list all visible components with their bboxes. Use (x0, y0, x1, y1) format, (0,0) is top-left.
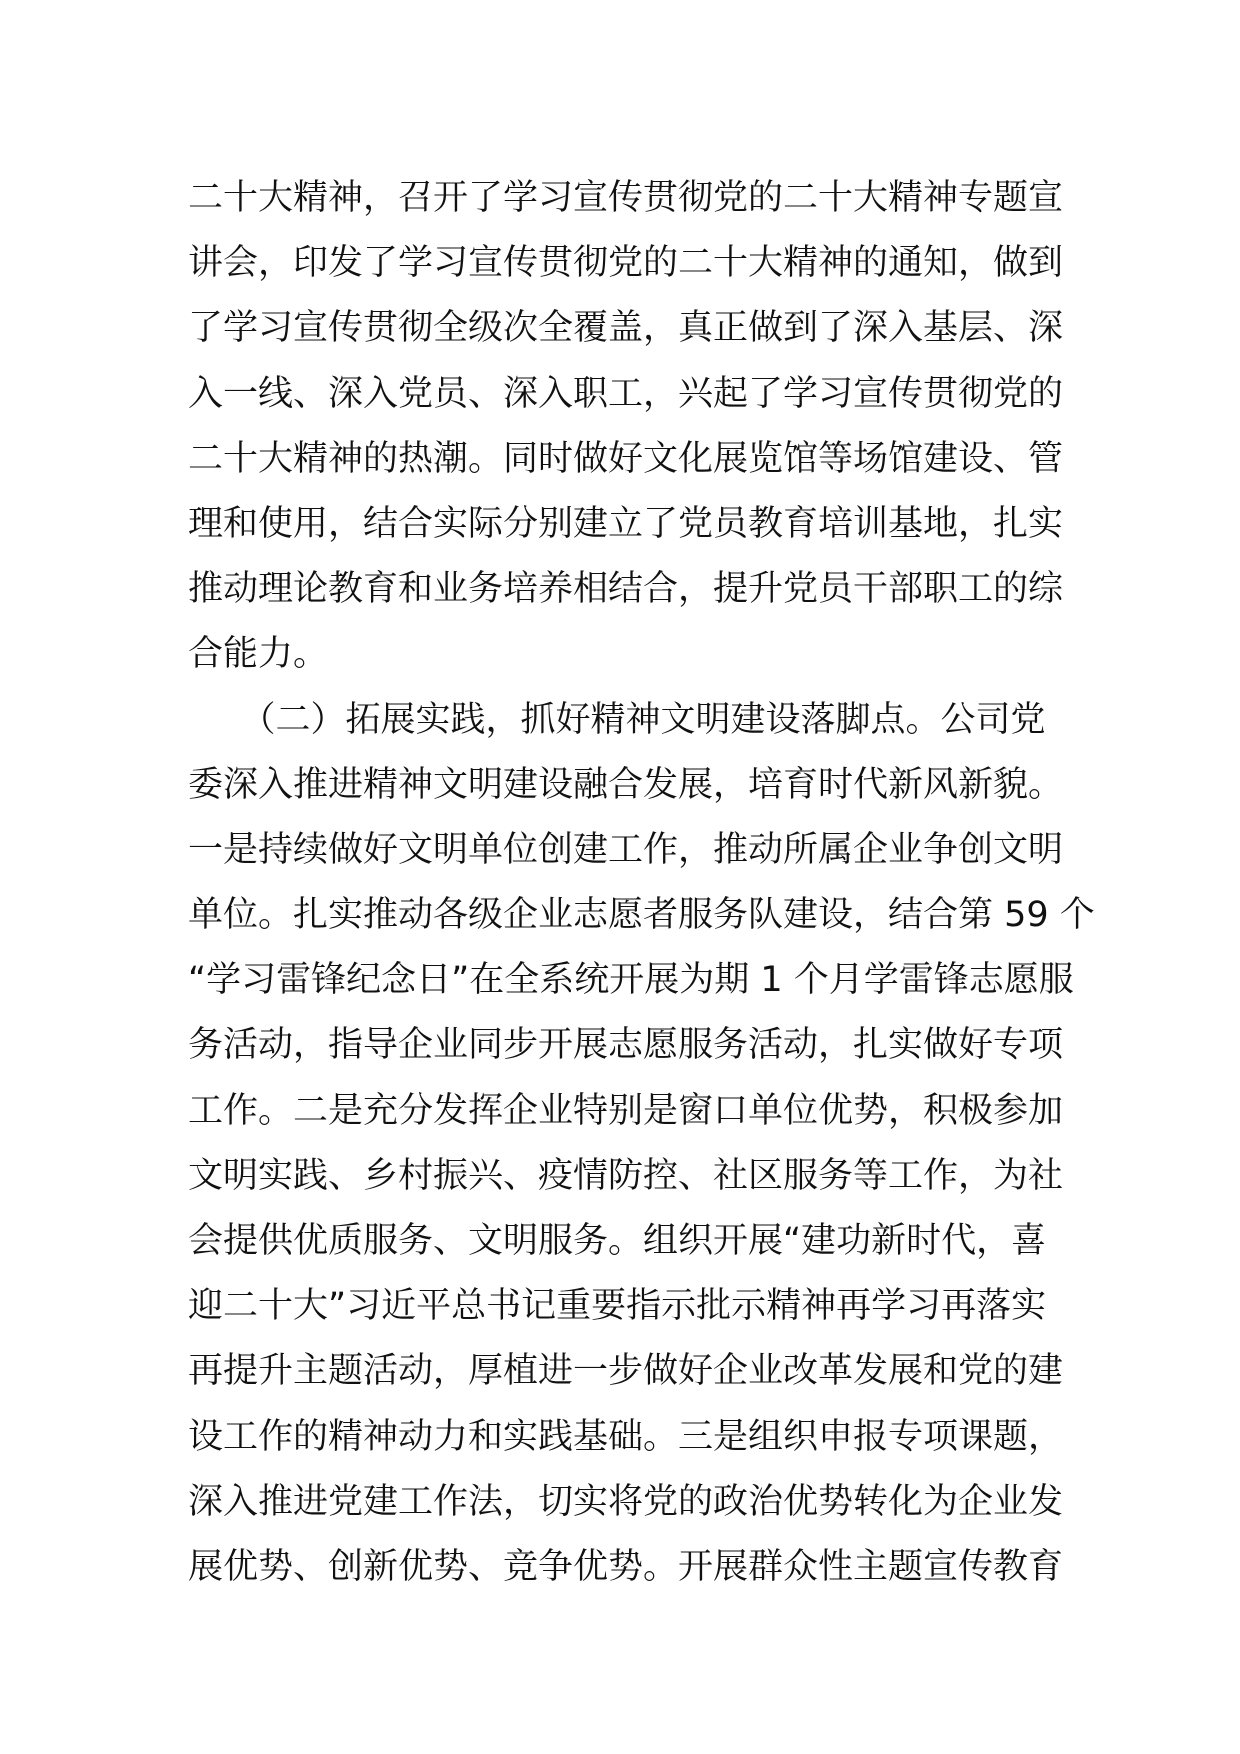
text-line: 讲会，印发了学习宣传贯彻党的二十大精神的通知，做到 (188, 243, 1064, 284)
text-line: 深入推进党建工作法，切实将党的政治优势转化为企业发 (188, 1481, 1064, 1522)
text-line: 会提供优质服务、文明服务。组织开展“建功新时代，喜 (188, 1221, 1047, 1261)
text-line: 理和使用，结合实际分别建立了党员教育培训基地，扎实 (188, 503, 1064, 544)
text-line: 了学习宣传贯彻全级次全覆盖，真正做到了深入基层、深 (188, 308, 1064, 349)
text-line: 文明实践、乡村振兴、疫情防控、社区服务等工作，为社 (188, 1155, 1064, 1196)
text-line: 工作。二是充分发挥企业特别是窗口单位优势，积极参加 (188, 1090, 1064, 1131)
text-line: 一是持续做好文明单位创建工作，推动所属企业争创文明 (188, 829, 1064, 870)
text-line: “学习雷锋纪念日”在全系统开展为期 1 个月学雷锋志愿服 (188, 960, 1074, 1001)
text-line: 二十大精神的热潮。同时做好文化展览馆等场馆建设、管 (188, 438, 1064, 479)
body-text (188, 166, 1095, 1600)
text-line: 再提升主题活动，厚植进一步做好企业改革发展和党的建 (188, 1351, 1064, 1392)
section-heading-line: （二）拓展实践，抓好精神文明建设落脚点。公司党 (188, 699, 1046, 740)
text-line: 合能力。 (188, 634, 329, 675)
text-line: 入一线、深入党员、深入职工，兴起了学习宣传贯彻党的 (188, 373, 1064, 414)
text-line: 单位。扎实推动各级企业志愿者服务队建设，结合第 59 个 (188, 895, 1095, 936)
text-line: 委深入推进精神文明建设融合发展，培育时代新风新貌。 (188, 764, 1064, 805)
text-line: 二十大精神，召开了学习宣传贯彻党的二十大精神专题宣 (188, 178, 1064, 218)
text-line: 推动理论教育和业务培养相结合，提升党员干部职工的综 (188, 569, 1064, 610)
text-line: 务活动，指导企业同步开展志愿服务活动，扎实做好专项 (188, 1025, 1064, 1066)
text-line: 设工作的精神动力和实践基础。三是组织申报专项课题， (188, 1416, 1064, 1457)
text-line: 展优势、创新优势、竞争优势。开展群众性主题宣传教育 (188, 1546, 1064, 1587)
text-line: 迎二十大”习近平总书记重要指示批示精神再学习再落实 (188, 1286, 1047, 1327)
